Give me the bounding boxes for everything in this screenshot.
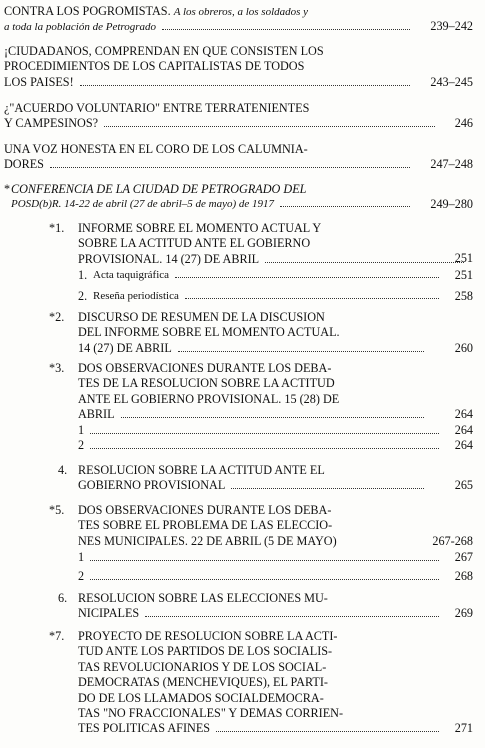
- page-number: 264: [454, 438, 473, 452]
- entry-title-line: TUD ANTE LOS PARTIDOS DE LOS SOCIALIS-: [78, 644, 333, 659]
- entry-title-line: 1: [78, 550, 85, 564]
- page-number: 246: [454, 116, 473, 130]
- dot-leader: [50, 167, 410, 168]
- toc-entry: [78, 423, 443, 438]
- page-number: 268: [454, 569, 473, 583]
- dot-leader: [231, 488, 424, 489]
- toc-entry: [78, 310, 428, 356]
- page-number: 258: [454, 289, 473, 303]
- toc-entry: [78, 438, 443, 453]
- entry-title-line: TES POLITICAS AFINES: [78, 721, 211, 736]
- dot-leader: [185, 298, 439, 299]
- page-number: 267: [454, 550, 473, 564]
- entry-title-line: ABRIL: [78, 407, 115, 422]
- entry-title-line: NES MUNICIPALES. 22 DE ABRIL (5 DE MAYO): [78, 533, 337, 548]
- entry-title-line: UNA VOZ HONESTA EN EL CORO DE LOS CALUMNIA-: [4, 142, 308, 156]
- entry-title-line: DOS OBSERVACIONES DURANTE LOS DEBA-: [78, 361, 332, 375]
- dot-leader: [90, 579, 439, 580]
- entry-marker: *7.: [49, 629, 65, 643]
- entry-title-line: 2: [78, 438, 85, 452]
- toc-entry: [4, 142, 414, 173]
- toc-entry: [4, 44, 414, 90]
- dot-leader: [145, 616, 439, 617]
- toc-entry: [78, 221, 468, 267]
- toc-entry: [78, 591, 468, 622]
- entry-title-line: Y CAMPESINOS?: [4, 116, 99, 131]
- entry-title-line: ANTE EL GOBIERNO PROVISIONAL. 15 (28) DE: [78, 391, 340, 406]
- entry-title-line: Reseña periodística: [93, 290, 179, 302]
- entry-title-line: A los obreros, a los soldados y: [173, 6, 309, 18]
- entry-title-line: 2: [78, 569, 85, 583]
- toc-entry: [78, 569, 443, 584]
- entry-title-line: DO DE LOS LLAMADOS SOCIALDEMOCRA-: [78, 690, 324, 705]
- entry-title-line: PROYECTO DE RESOLUCION SOBRE LA ACTI-: [78, 629, 338, 643]
- page-number: 247–248: [430, 157, 473, 171]
- page-number: 260: [454, 341, 473, 355]
- dot-leader: [104, 126, 435, 127]
- entry-marker: 4.: [58, 463, 68, 477]
- toc-entry: [78, 550, 443, 565]
- dot-leader: [80, 85, 410, 86]
- page-number: 251: [454, 268, 473, 282]
- page-number: 267-268: [432, 534, 473, 548]
- entry-title-line: RESOLUCION SOBRE LAS ELECCIONES MU-: [78, 591, 328, 605]
- page-number: 251: [454, 251, 473, 265]
- page-number: 265: [454, 478, 473, 492]
- entry-title-line: DEL INFORME SOBRE EL MOMENTO ACTUAL.: [78, 325, 340, 340]
- toc-entry: [78, 503, 468, 549]
- entry-marker: *: [4, 182, 11, 196]
- entry-title-line: PROVISIONAL. 14 (27) DE ABRIL: [78, 251, 260, 266]
- toc-entry: [11, 182, 414, 213]
- entry-title-line: TES SOBRE EL PROBLEMA DE LAS ELECCIO-: [78, 518, 333, 533]
- toc-entry: [78, 629, 468, 737]
- dot-leader: [280, 206, 410, 207]
- entry-title-line: TES DE LA RESOLUCION SOBRE LA ACTITUD: [78, 376, 335, 391]
- entry-title-line: ¿"ACUERDO VOLUNTARIO" ENTRE TERRATENIENTES: [4, 101, 310, 115]
- toc-entry: [78, 361, 468, 423]
- entry-marker: *3.: [49, 361, 65, 375]
- entry-marker: 1.: [78, 268, 88, 282]
- dot-leader: [90, 560, 439, 561]
- entry-title-line: INFORME SOBRE EL MOMENTO ACTUAL Y: [78, 221, 322, 235]
- entry-title-line: TAS REVOLUCIONARIOS Y DE LOS SOCIAL-: [78, 659, 327, 674]
- entry-title-line: CONFERENCIA DE LA CIUDAD DE PETROGRADO DEL: [11, 182, 307, 196]
- toc-entry: [78, 463, 468, 494]
- entry-title-line: DISCURSO DE RESUMEN DE LA DISCUSION: [78, 310, 325, 324]
- entry-title-line: DEMOCRATAS (MENCHEVIQUES), EL PARTI-: [78, 675, 328, 690]
- page-number: 264: [454, 423, 473, 437]
- entry-title-line: GOBIERNO PROVISIONAL: [78, 478, 226, 493]
- page-number: 264: [454, 407, 473, 421]
- dot-leader: [216, 731, 439, 732]
- entry-title-line: NICIPALES: [78, 606, 140, 621]
- dot-leader: [265, 262, 464, 263]
- entry-title-line: POSD(b)R. 14-22 de abril (27 de abril–5 de mayo) de 1917: [11, 198, 275, 211]
- entry-title-line: DOS OBSERVACIONES DURANTE LOS DEBA-: [78, 503, 332, 517]
- entry-title-line: RESOLUCION SOBRE LA ACTITUD ANTE EL: [78, 463, 325, 477]
- toc-entry: [4, 4, 414, 36]
- entry-marker: 2.: [78, 289, 88, 303]
- entry-title-line: CONTRA LOS POGROMISTAS.: [4, 4, 174, 18]
- entry-title-line: 1: [78, 423, 85, 437]
- dot-leader: [90, 433, 439, 434]
- entry-title-line: Acta taquigráfica: [93, 269, 170, 281]
- toc-entry: [93, 268, 443, 283]
- entry-title-line: ¡CIUDADANOS, COMPRENDAN EN QUE CONSISTEN LOS: [4, 44, 324, 58]
- toc-entry: [4, 101, 439, 132]
- dot-leader: [90, 448, 439, 449]
- entry-marker: *2.: [49, 310, 65, 324]
- page-number: 271: [454, 721, 473, 735]
- entry-marker: *5.: [49, 503, 65, 517]
- page-number: 239–242: [430, 19, 473, 33]
- entry-title-line: LOS PAISES!: [4, 74, 74, 89]
- dot-leader: [121, 417, 424, 418]
- entry-title-line: TAS "NO FRACCIONALES" Y DEMAS CORRIEN-: [78, 706, 344, 721]
- dot-leader: [178, 351, 424, 352]
- toc-entry: [93, 289, 443, 304]
- page-number: 243–245: [430, 75, 473, 89]
- entry-marker: *1.: [49, 221, 65, 235]
- page-number: 249–280: [430, 197, 473, 211]
- dot-leader: [162, 29, 410, 30]
- entry-title-line: SOBRE LA ACTITUD ANTE EL GOBIERNO: [78, 236, 311, 251]
- dot-leader: [175, 277, 439, 278]
- entry-title-line: a toda la población de Petrogrado: [4, 21, 157, 34]
- page-number: 269: [454, 606, 473, 620]
- entry-title-line: DORES: [4, 157, 44, 172]
- entry-marker: 6.: [58, 591, 68, 605]
- entry-title-line: 14 (27) DE ABRIL: [78, 340, 172, 355]
- entry-title-line: PROCEDIMIENTOS DE LOS CAPITALISTAS DE TODOS: [4, 59, 305, 74]
